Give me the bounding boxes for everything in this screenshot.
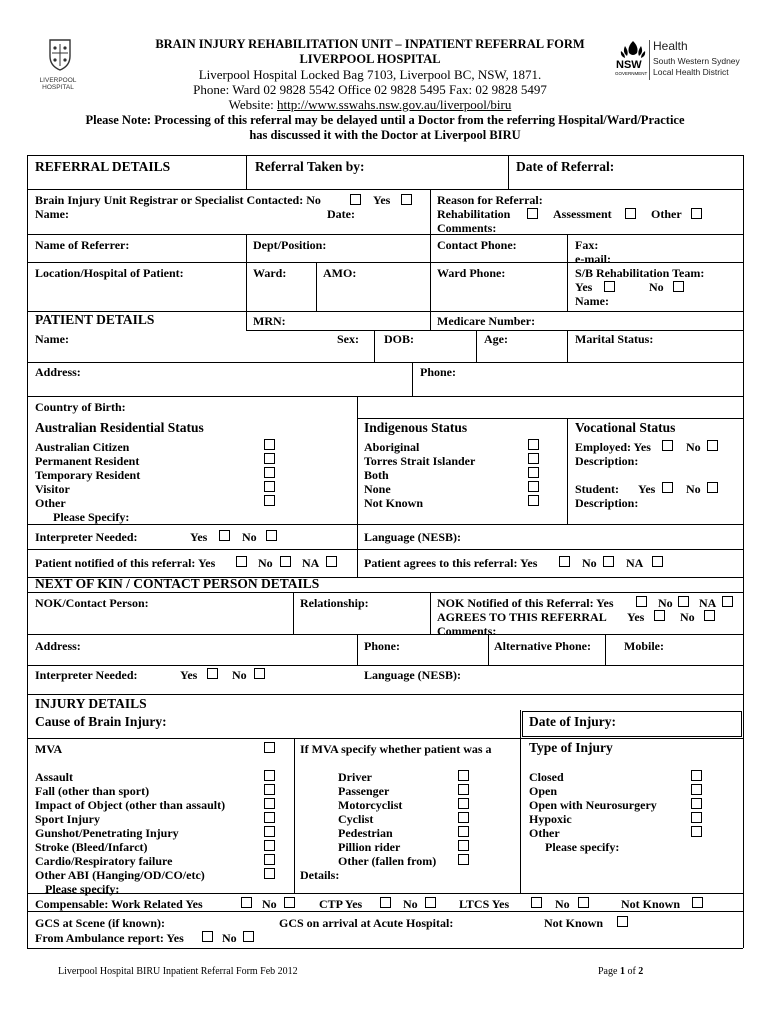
hospital-name: LIVERPOOL HOSPITAL: [299, 52, 441, 66]
injury-type-item: Other: [529, 826, 560, 840]
employed-no-label: No: [686, 440, 701, 454]
patient-notified-no-label: No: [258, 556, 273, 570]
mva-label: MVA: [35, 742, 63, 756]
nok-notified-no-label: No: [658, 596, 673, 610]
indigenous-status-heading: Indigenous Status: [364, 420, 468, 435]
registrar-name-label: Name:: [35, 207, 69, 221]
website-link[interactable]: http://www.sswahs.nsw.gov.au/liverpool/biru: [277, 97, 512, 112]
registrar-yes-label: Yes: [373, 193, 391, 207]
residential-checkbox[interactable]: [264, 481, 275, 492]
employed-label: Employed: Yes: [575, 440, 651, 454]
sb-no-label: No: [649, 280, 664, 294]
ambulance-no-label: No: [222, 931, 237, 945]
nok-mobile-label: Mobile:: [624, 639, 664, 653]
cause-specify-label: Please specify:: [45, 882, 120, 896]
student-yes-checkbox[interactable]: [662, 482, 673, 493]
nok-address-label: Address:: [35, 639, 81, 653]
mva-role-checkbox[interactable]: [458, 826, 469, 837]
sb-name-label: Name:: [575, 294, 609, 308]
not-known-checkbox[interactable]: [692, 897, 703, 908]
patient-interpreter-yes-checkbox[interactable]: [219, 530, 230, 541]
residential-status-heading: Australian Residential Status: [35, 420, 204, 435]
nok-relationship-label: Relationship:: [300, 596, 369, 610]
injury-type-checkbox[interactable]: [691, 812, 702, 823]
government-text: GOVERNMENT: [615, 71, 648, 76]
website-label: Website:: [228, 97, 278, 112]
ltcs-no-label: No: [555, 897, 570, 911]
sb-yes-label: Yes: [575, 280, 593, 294]
patient-agrees-yes-checkbox[interactable]: [559, 556, 570, 567]
patient-notified-label: Patient notified of this referral: Yes: [35, 556, 216, 570]
work-related-yes-checkbox[interactable]: [241, 897, 252, 908]
vocational-status-heading: Vocational Status: [575, 420, 676, 435]
mva-role-checkbox[interactable]: [458, 770, 469, 781]
student-no-label: No: [686, 482, 701, 496]
patient-phone-label: Phone:: [420, 365, 456, 379]
patient-location-label: Location/Hospital of Patient:: [35, 266, 184, 280]
injury-type-checkbox[interactable]: [691, 770, 702, 781]
indigenous-checkbox[interactable]: [528, 439, 539, 450]
cause-checkbox[interactable]: [264, 798, 275, 809]
residential-checkbox[interactable]: [264, 453, 275, 464]
registrar-date-label: Date:: [327, 207, 355, 221]
page-prefix: Page: [598, 966, 620, 977]
email-label: e-mail:: [575, 252, 611, 266]
district-line-1: South Western Sydney: [653, 56, 740, 66]
indigenous-checkbox[interactable]: [528, 467, 539, 478]
indigenous-item: Aboriginal: [364, 440, 420, 454]
nok-interpreter-no-checkbox[interactable]: [254, 668, 265, 679]
mva-details-label: Details:: [300, 868, 340, 882]
patient-details-heading: PATIENT DETAILS: [35, 312, 155, 327]
mrn-label: MRN:: [253, 314, 286, 328]
gcs-arrival-label: GCS on arrival at Acute Hospital:: [279, 916, 454, 930]
mva-role-checkbox[interactable]: [458, 840, 469, 851]
registrar-yes-checkbox[interactable]: [401, 194, 412, 205]
ctp-label: CTP Yes: [319, 897, 363, 911]
indigenous-item: None: [364, 482, 391, 496]
injury-type-checkbox[interactable]: [691, 798, 702, 809]
patient-agrees-label: Patient agrees to this referral: Yes: [364, 556, 538, 570]
liverpool-logo-text: LIVERPOOL HOSPITAL: [39, 77, 77, 91]
cause-item: Cardio/Respiratory failure: [35, 854, 173, 868]
mva-role-item: Motorcyclist: [338, 798, 403, 812]
nok-comments-label: Comments:: [437, 624, 497, 638]
indigenous-checkbox[interactable]: [528, 495, 539, 506]
nok-notified-na-checkbox[interactable]: [722, 596, 733, 607]
patient-interpreter-yes-label: Yes: [190, 530, 208, 544]
nok-heading: NEXT OF KIN / CONTACT PERSON DETAILS: [35, 576, 320, 591]
cause-item: Other ABI (Hanging/OD/CO/etc): [35, 868, 205, 882]
reason-other-label: Other: [651, 207, 682, 221]
cause-heading: Cause of Brain Injury:: [35, 714, 167, 729]
indigenous-item: Both: [364, 468, 389, 482]
sb-no-checkbox[interactable]: [673, 281, 684, 292]
referral-details-heading: REFERRAL DETAILS: [35, 159, 171, 174]
injury-type-specify-label: Please specify:: [545, 840, 620, 854]
health-text: Health: [653, 39, 688, 53]
employed-description-label: Description:: [575, 454, 639, 468]
assessment-label: Assessment: [553, 207, 612, 221]
sb-yes-checkbox[interactable]: [604, 281, 615, 292]
cause-item: Impact of Object (other than assault): [35, 798, 226, 812]
nok-notified-no-checkbox[interactable]: [678, 596, 689, 607]
footer-page-number: [598, 965, 643, 979]
ctp-no-label: No: [403, 897, 418, 911]
nok-notified-label: NOK Notified of this Referral: Yes: [437, 596, 614, 610]
nok-notified-na-label: NA: [699, 596, 717, 610]
compensable-label: Compensable: Work Related Yes: [35, 897, 203, 911]
page-of: of: [624, 966, 639, 977]
website-line: [0, 97, 755, 112]
cause-item: Fall (other than sport): [35, 784, 150, 798]
rehabilitation-label: Rehabilitation: [437, 207, 511, 221]
student-description-label: Description:: [575, 496, 639, 510]
injury-type-item: Closed: [529, 770, 564, 784]
type-of-injury-heading: Type of Injury: [529, 740, 613, 755]
indigenous-checkbox[interactable]: [528, 481, 539, 492]
reason-other-checkbox[interactable]: [691, 208, 702, 219]
mva-checkbox[interactable]: [264, 742, 275, 753]
processing-note-line-2: has discussed it with the Doctor at Liverpool BIRU: [249, 128, 521, 142]
registrar-no-checkbox[interactable]: [350, 194, 361, 205]
injury-type-checkbox[interactable]: [691, 784, 702, 795]
ward-label: Ward:: [253, 266, 287, 280]
nok-interpreter-yes-checkbox[interactable]: [207, 668, 218, 679]
employed-no-checkbox[interactable]: [707, 440, 718, 451]
medicare-label: Medicare Number:: [437, 314, 536, 328]
residential-item: Other: [35, 496, 66, 510]
gcs-scene-label: GCS at Scene (if known):: [35, 916, 166, 930]
dob-label: DOB:: [384, 332, 414, 346]
processing-note-line-1: Please Note: Processing of this referral may be delayed until a Doctor from the referring Hospital/Ward/Practice: [85, 113, 685, 127]
mva-role-checkbox[interactable]: [458, 798, 469, 809]
rehabilitation-checkbox[interactable]: [527, 208, 538, 219]
patient-notified-na-label: NA: [302, 556, 320, 570]
mva-role-checkbox[interactable]: [458, 784, 469, 795]
residential-checkbox[interactable]: [264, 467, 275, 478]
patient-address-label: Address:: [35, 365, 81, 379]
ambulance-yes-checkbox[interactable]: [202, 931, 213, 942]
marital-status-label: Marital Status:: [575, 332, 654, 346]
ward-phone-label: Ward Phone:: [437, 266, 506, 280]
injury-type-checkbox[interactable]: [691, 826, 702, 837]
district-line-2: Local Health District: [653, 67, 729, 77]
patient-notified-no-checkbox[interactable]: [280, 556, 291, 567]
cause-item: Stroke (Bleed/Infarct): [35, 840, 148, 854]
nok-interpreter-no-label: No: [232, 668, 247, 682]
injury-type-item: Open: [529, 784, 558, 798]
residential-checkbox[interactable]: [264, 439, 275, 450]
cause-checkbox[interactable]: [264, 770, 275, 781]
student-yes-label: Yes: [638, 482, 656, 496]
mva-role-item: Driver: [338, 770, 372, 784]
nok-contact-label: NOK/Contact Person:: [35, 596, 149, 610]
contact-phone-label: Contact Phone:: [437, 238, 517, 252]
indigenous-item: Not Known: [364, 496, 424, 510]
mva-role-checkbox[interactable]: [458, 812, 469, 823]
fax-label: Fax:: [575, 238, 599, 252]
cause-item: Sport Injury: [35, 812, 101, 826]
form-title: BRAIN INJURY REHABILITATION UNIT – INPATIENT REFERRAL FORM: [155, 37, 585, 51]
dept-position-label: Dept/Position:: [253, 238, 327, 252]
work-related-no-checkbox[interactable]: [284, 897, 295, 908]
assessment-checkbox[interactable]: [625, 208, 636, 219]
sb-team-label: S/B Rehabilitation Team:: [575, 266, 705, 280]
patient-agrees-na-label: NA: [626, 556, 644, 570]
page-total: 2: [638, 966, 644, 977]
page-current: 1: [619, 966, 625, 977]
student-label: Student:: [575, 482, 620, 496]
student-no-checkbox[interactable]: [707, 482, 718, 493]
cause-checkbox[interactable]: [264, 784, 275, 795]
indigenous-checkbox[interactable]: [528, 453, 539, 464]
nok-language-label: Language (NESB):: [364, 668, 462, 682]
nok-agrees-yes-label: Yes: [627, 610, 645, 624]
mva-role-checkbox[interactable]: [458, 854, 469, 865]
cause-checkbox[interactable]: [264, 868, 275, 879]
injury-type-item: Open with Neurosurgery: [529, 798, 657, 812]
footer-form-name: Liverpool Hospital BIRU Inpatient Referral Form Feb 2012: [58, 966, 298, 977]
age-label: Age:: [484, 332, 508, 346]
registrar-contacted-label: Brain Injury Unit Registrar or Specialist Contacted: No: [35, 193, 321, 207]
ambulance-no-checkbox[interactable]: [243, 931, 254, 942]
indigenous-item: Torres Strait Islander: [364, 454, 476, 468]
patient-language-label: Language (NESB):: [364, 530, 462, 544]
patient-notified-yes-checkbox[interactable]: [236, 556, 247, 567]
sex-label: Sex:: [337, 332, 359, 346]
residential-item: Temporary Resident: [35, 468, 141, 482]
residential-item: Visitor: [35, 482, 70, 496]
mva-role-item: Pedestrian: [338, 826, 393, 840]
nsw-text: NSW: [616, 59, 642, 71]
country-of-birth-label: Country of Birth:: [35, 400, 126, 414]
date-of-referral-label: Date of Referral:: [516, 159, 615, 174]
nok-agrees-label: AGREES TO THIS REFERRAL: [437, 610, 607, 624]
cause-checkbox[interactable]: [264, 840, 275, 851]
mva-role-item: Passenger: [338, 784, 390, 798]
not-known-label: Not Known: [621, 897, 681, 911]
hospital-address: Liverpool Hospital Locked Bag 7103, Liverpool BC, NSW, 1871.: [198, 67, 542, 82]
hospital-phones: Phone: Ward 02 9828 5542 Office 02 9828 5495 Fax: 02 9828 5497: [193, 82, 547, 97]
residential-specify-label: Please Specify:: [53, 510, 130, 524]
ltcs-label: LTCS Yes: [459, 897, 510, 911]
referrer-name-label: Name of Referrer:: [35, 238, 130, 252]
nok-agrees-yes-checkbox[interactable]: [654, 610, 665, 621]
nok-alt-phone-label: Alternative Phone:: [494, 639, 591, 653]
patient-name-label: Name:: [35, 332, 69, 346]
nok-interpreter-yes-label: Yes: [180, 668, 198, 682]
patient-interpreter-label: Interpreter Needed:: [35, 530, 138, 544]
patient-agrees-no-label: No: [582, 556, 597, 570]
mva-role-item: Other (fallen from): [338, 854, 437, 868]
gcs-not-known-checkbox[interactable]: [617, 916, 628, 927]
ltcs-no-checkbox[interactable]: [578, 897, 589, 908]
ctp-yes-checkbox[interactable]: [380, 897, 391, 908]
injury-type-item: Hypoxic: [529, 812, 572, 826]
nok-notified-yes-checkbox[interactable]: [636, 596, 647, 607]
mva-role-item: Cyclist: [338, 812, 374, 826]
residential-item: Australian Citizen: [35, 440, 130, 454]
residential-checkbox[interactable]: [264, 495, 275, 506]
referral-taken-by-label: Referral Taken by:: [255, 159, 365, 174]
cause-checkbox[interactable]: [264, 812, 275, 823]
ambulance-report-label: From Ambulance report: Yes: [35, 931, 184, 945]
nok-agrees-no-checkbox[interactable]: [704, 610, 715, 621]
mva-specify-label: If MVA specify whether patient was a: [300, 742, 492, 756]
patient-agrees-no-checkbox[interactable]: [603, 556, 614, 567]
gcs-not-known-label: Not Known: [544, 916, 604, 930]
injury-details-heading: INJURY DETAILS: [35, 696, 147, 711]
patient-interpreter-no-checkbox[interactable]: [266, 530, 277, 541]
patient-interpreter-no-label: No: [242, 530, 257, 544]
reason-comments-label: Comments:: [437, 221, 497, 235]
ctp-no-checkbox[interactable]: [425, 897, 436, 908]
patient-agrees-na-checkbox[interactable]: [652, 556, 663, 567]
nok-interpreter-label: Interpreter Needed:: [35, 668, 138, 682]
amo-label: AMO:: [323, 266, 357, 280]
employed-yes-checkbox[interactable]: [662, 440, 673, 451]
patient-notified-na-checkbox[interactable]: [326, 556, 337, 567]
nok-phone-label: Phone:: [364, 639, 400, 653]
reason-label: Reason for Referral:: [437, 193, 543, 207]
residential-item: Permanent Resident: [35, 454, 140, 468]
cause-item: Assault: [35, 770, 74, 784]
nok-agrees-no-label: No: [680, 610, 695, 624]
date-of-injury-label: Date of Injury:: [529, 714, 616, 729]
work-related-no-label: No: [262, 897, 277, 911]
ltcs-yes-checkbox[interactable]: [531, 897, 542, 908]
cause-checkbox[interactable]: [264, 854, 275, 865]
cause-item: Gunshot/Penetrating Injury: [35, 826, 179, 840]
cause-checkbox[interactable]: [264, 826, 275, 837]
mva-role-item: Pillion rider: [338, 840, 401, 854]
